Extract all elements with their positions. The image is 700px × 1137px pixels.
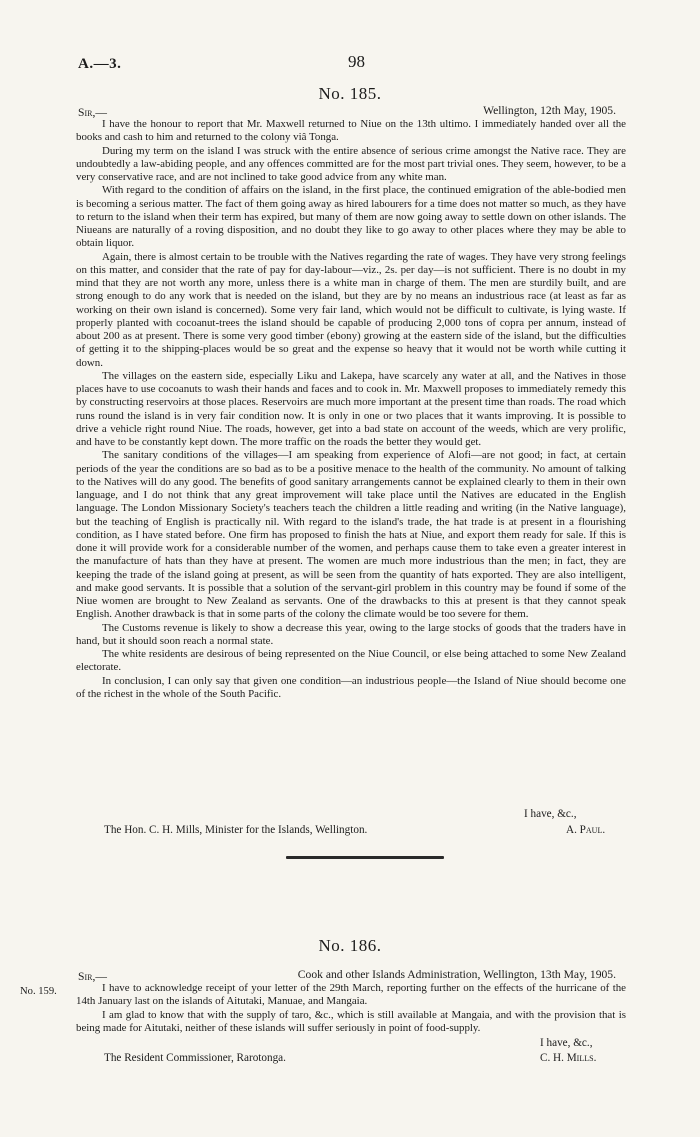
letter-186-number: No. 186. bbox=[318, 936, 382, 955]
letter-185-paragraph: The sanitary conditions of the villages—I am speaking from experience of Alofi—are not good; in fact, at certain periods of the year the conditions are so bad as to be a positive menace to the health of the community. No amount of talking to the Natives will do any good. The benefits of good sanitary arrangements cannot be explained clearly to them in their own language, and I do not think that any great improvement will take place until the Natives are educated in the English language. The London Missionary Society's teachers teach the children a little reading and writing (in the Native language), but the teaching of English is practically nil. With regard to the island's trade, the hat trade is at present in a flourishing condition, as I have stated before. One firm has proposed to finish the hats at Niue, and export them ready for sale. If this is done it will provide work for a considerable number of the women, and perhaps cause them to take even a greater interest in the manufacture of hats than they have at present. The women are much more industrious than the men; in fact, they are keeping the trade of the island going at present, as will be seen from the quantity of hats exported. They are also intelligent, and make good servants. It is possible that a solution of the servant-girl problem in this country may be found if some of the Niue women are brought to New Zealand as servants. One of the drawbacks to this at present is that they cannot speak English. Another drawback is that in some parts of the colony the climate would be too severe for them. bbox=[76, 449, 626, 621]
letter-186-paragraph: I have to acknowledge receipt of your letter of the 29th March, reporting further on the effects of the hurricane of the 14th January last on the islands of Aitutaki, Manuae, and Mangaia. bbox=[76, 982, 626, 1008]
letter-185-salutation: Sir,— bbox=[78, 106, 107, 119]
letter-185-signature: A. Paul. bbox=[566, 824, 606, 836]
letter-185-paragraph: In conclusion, I can only say that given one condition—an industrious people—the Island of Niue should become one of the richest in the whole of the South Pacific. bbox=[76, 674, 626, 700]
letter-185-paragraph: I have the honour to report that Mr. Maxwell returned to Niue on the 13th ultimo. I immediately handed over all the books and cash to him and returned to the colony viâ Tonga. bbox=[76, 118, 626, 144]
letter-185-paragraph: The villages on the eastern side, especially Liku and Lakepa, have scarcely any water at all, and the Natives in those places have to use cocoanuts to wash their hands and faces and to cook in. Mr. Maxwell proposes to immediately remedy this by constructing reservoirs at those places. Reservoirs are much more important at the present time than roads. The road which runs round the island is in very fair condition now. It is only in one or two places that it wants improving. It is possible to drive a vehicle right round Niue. The roads, however, get into a bad state on account of the weeds, which are very prolific, and have to be constantly kept down. The more traffic on the roads the better they would get. bbox=[76, 369, 626, 448]
letter-186-paragraph: I am glad to know that with the supply of taro, &c., which is still available at Mangaia, and with the provision that is being made for Aitutaki, neither of these islands will suffer seriously in point of food-supply. bbox=[76, 1008, 626, 1035]
letter-185-paragraph: Again, there is almost certain to be trouble with the Natives regarding the rate of wages. They have very strong feelings on this matter, and consider that the rate of pay for day-labour—viz., 2s. per day—is not sufficient. There is no doubt in my mind that they are not worth any more, unless there is a white man in charge of them. The men are sturdily built, and are strong enough to do any work that is needed on the island, but they are by no means an industrious race (at least as far as working on their own island is concerned). Some very fair land, which would not be difficult to cultivate, is lying waste. If properly planted with cocoanut-trees the island should be capable of producing 2,000 tons of copra per annum, instead of about 200 as at present. There is some very good timber (ebony) growing at the eastern side of the island, but the difficulties of getting it to the shipping-places would be so great and the expense so heavy that it would not be worth while cutting it down. bbox=[76, 250, 626, 369]
letter-185-paragraph: During my term on the island I was struck with the entire absence of serious crime amongst the Native race. They are undoubtedly a law-abiding people, and any offences committed are for the most part trivial ones. They seem, however, to be a very conservative race, and are not inclined to take good advice from any white man. bbox=[76, 144, 626, 183]
letter-185-closing: I have, &c., bbox=[524, 808, 577, 820]
letter-185-paragraph: With regard to the condition of affairs on the island, in the first place, the continued emigration of the able-bodied men is becoming a serious matter. The fact of them going away as hired labourers for a time does not matter so much, as they have to return to the island when their term has expired, but many of them are now going away to settle down on other islands. The Niueans are naturally of a roving disposition, and no doubt they like to go away to other places where they may be able to obtain liquor. bbox=[76, 184, 626, 250]
letter-185-paragraph: The white residents are desirous of being represented on the Niue Council, or else being attached to some New Zealand electorate. bbox=[76, 648, 626, 674]
letter-186-dateline: Cook and other Islands Administration, Wellington, 13th May, 1905. bbox=[297, 968, 616, 981]
letter-186-salutation: Sir,— bbox=[78, 970, 107, 983]
page-number: 98 bbox=[348, 52, 365, 71]
letter-186-body bbox=[76, 982, 626, 1036]
letter-185-number: No. 185. bbox=[318, 84, 382, 103]
series-reference: A.—3. bbox=[78, 56, 122, 72]
section-divider bbox=[286, 856, 444, 859]
letter-185-dateline: Wellington, 12th May, 1905. bbox=[483, 104, 616, 117]
letter-185-paragraph: The Customs revenue is likely to show a decrease this year, owing to the large stocks of goods that the traders have in hand, but it should soon reach a normal state. bbox=[76, 621, 626, 647]
letter-185-body bbox=[76, 118, 626, 701]
letter-186-addressee: The Resident Commissioner, Rarotonga. bbox=[104, 1052, 286, 1064]
letter-186-closing: I have, &c., bbox=[540, 1037, 593, 1049]
margin-reference: No. 159. bbox=[20, 986, 57, 997]
letter-185-addressee: The Hon. C. H. Mills, Minister for the Islands, Wellington. bbox=[104, 824, 368, 836]
letter-186-signature: C. H. Mills. bbox=[540, 1052, 597, 1064]
